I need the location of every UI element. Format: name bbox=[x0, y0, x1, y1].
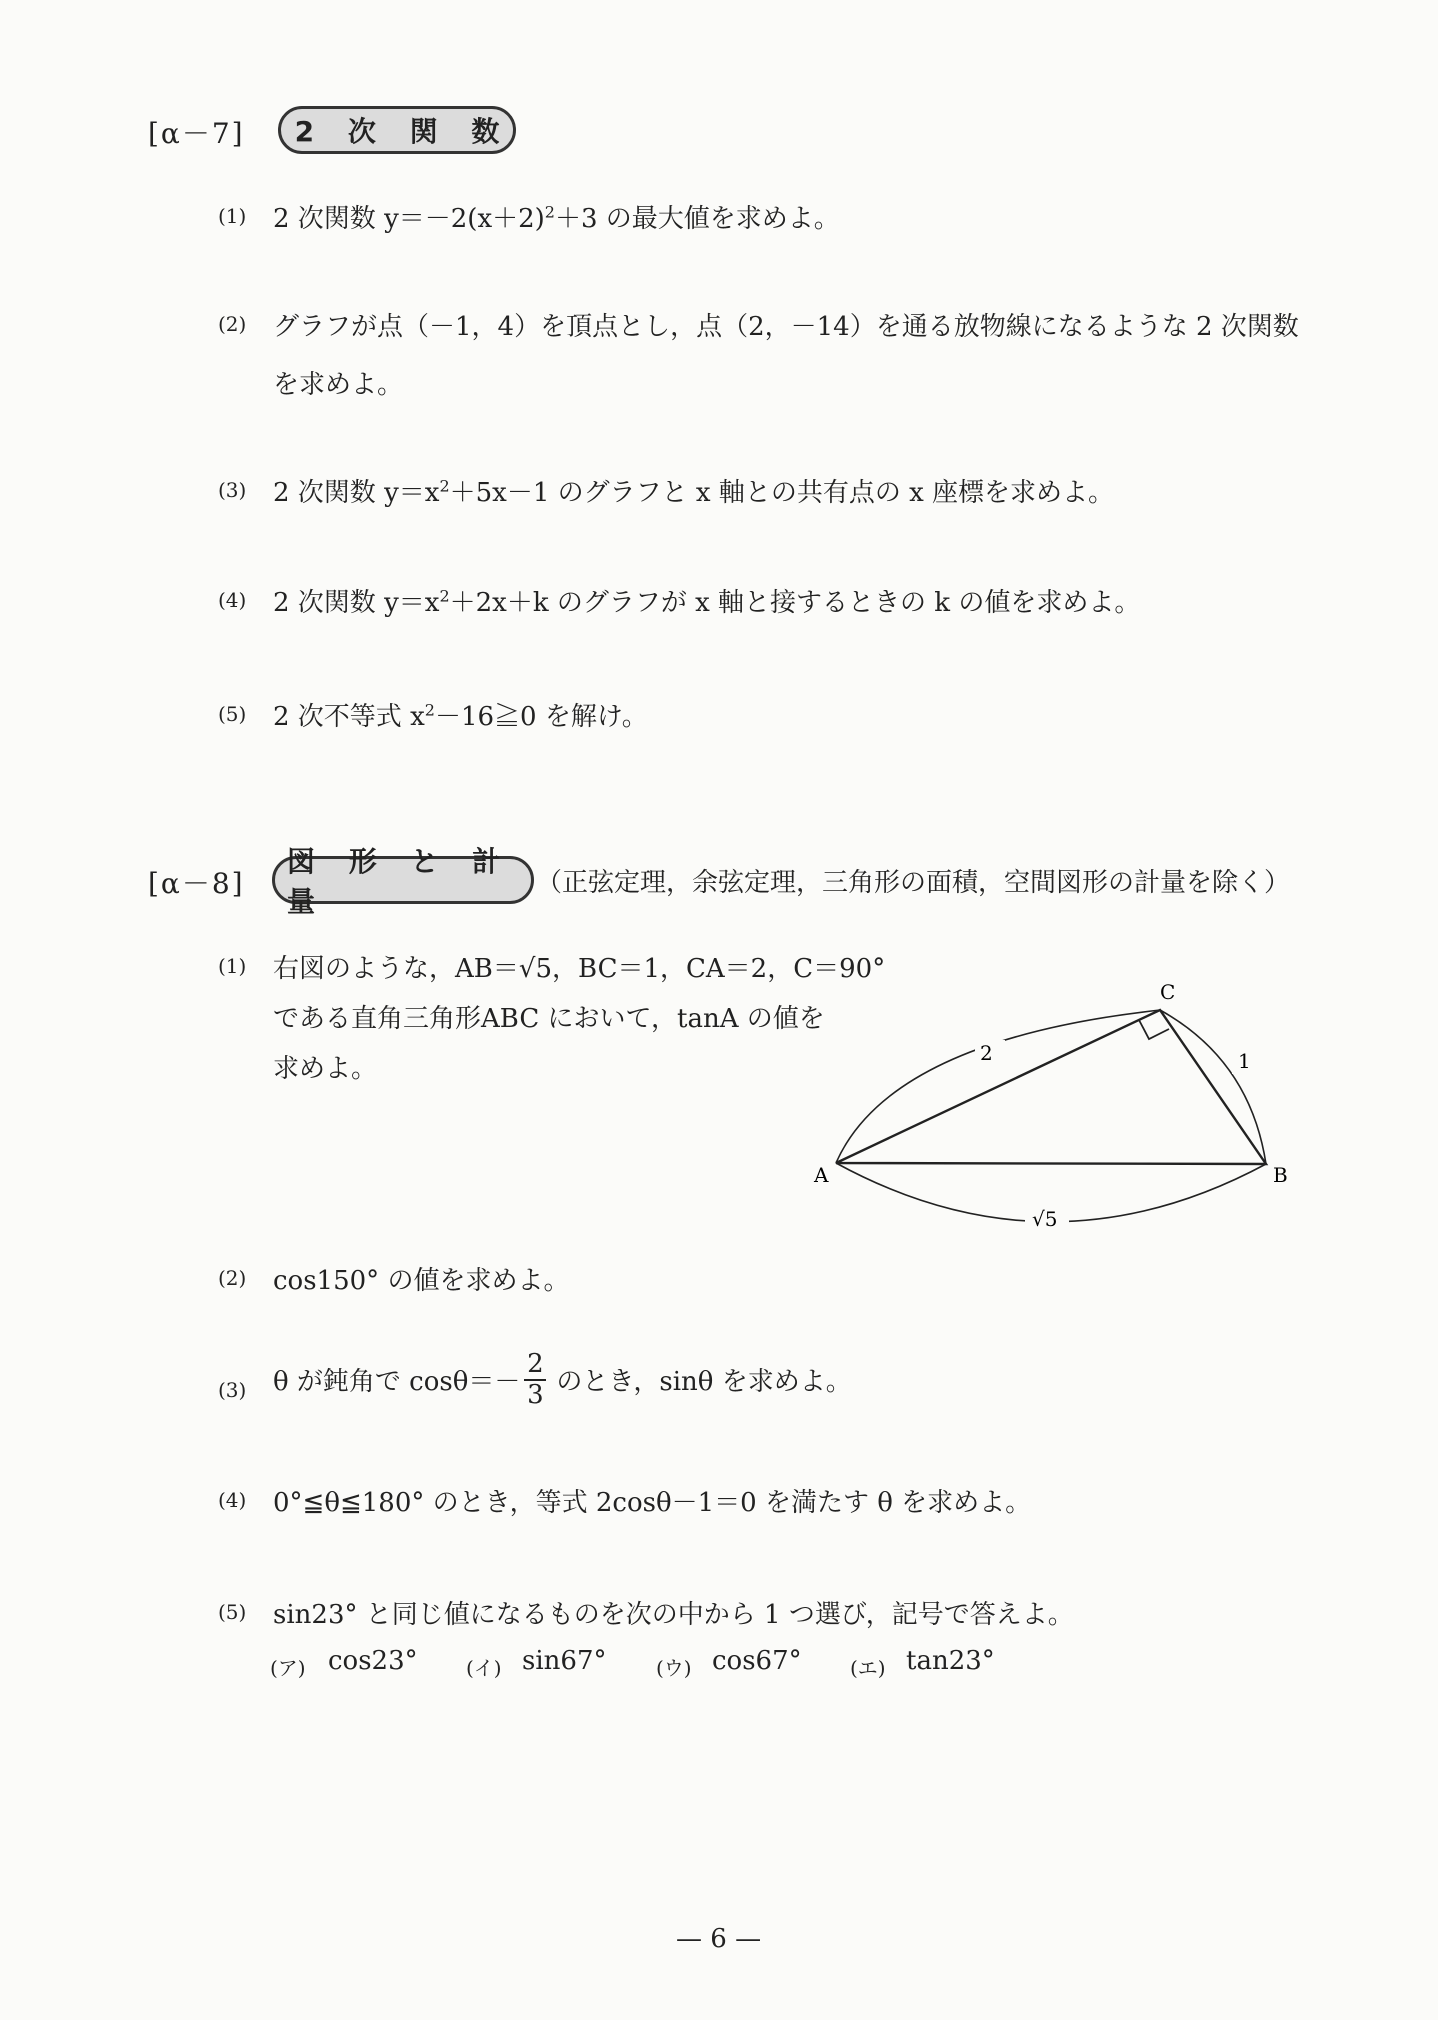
q7-1-number: (1) bbox=[218, 204, 247, 228]
choice-d-mark: (エ) bbox=[850, 1656, 886, 1680]
right-angle-mark bbox=[1139, 1020, 1169, 1039]
q7-1-text: 2 次関数 $y=-2(x+2)^2+3$ の最大値を求めよ。 bbox=[273, 202, 840, 234]
q8-1-line2: である直角三角形ABC において，tanA の値を bbox=[273, 1004, 825, 1034]
section-7-label: [α－7] bbox=[148, 117, 245, 150]
q7-5-number: (5) bbox=[218, 702, 247, 726]
choice-d-text: tan23° bbox=[906, 1646, 995, 1676]
q8-4-text: 0°≦θ≦180° のとき，等式 2cosθ－1＝0 を満たす θ を求めよ。 bbox=[273, 1488, 1032, 1518]
side-bc-label: 1 bbox=[1238, 1049, 1251, 1073]
choice-a-text: cos23° bbox=[328, 1646, 418, 1676]
q8-2-text: cos150° の値を求めよ。 bbox=[273, 1266, 570, 1296]
q8-5-text: sin23° と同じ値になるものを次の中から 1 つ選び，記号で答えよ。 bbox=[273, 1600, 1074, 1630]
choice-a-mark: (ア) bbox=[270, 1656, 306, 1680]
q7-5-text: 2 次不等式 $x^2-16≧0$ を解け。 bbox=[273, 700, 648, 732]
section-8-label: [α－8] bbox=[148, 867, 245, 900]
q8-2-number: (2) bbox=[218, 1266, 247, 1290]
vertex-a-label: A bbox=[814, 1163, 829, 1187]
q7-4-number: (4) bbox=[218, 588, 247, 612]
q8-4-number: (4) bbox=[218, 1488, 247, 1512]
q7-4-text: 2 次関数 $y=x^2+2x+k$ のグラフが x 軸と接するときの k の値を求めよ。 bbox=[273, 586, 1141, 618]
vertex-b-label: B bbox=[1273, 1163, 1288, 1187]
q8-3-number: (3) bbox=[218, 1378, 247, 1402]
side-ab-label: √5 bbox=[1032, 1207, 1058, 1231]
q8-1-line1: 右図のような，AB＝√5，BC＝1，CA＝2，C＝90° bbox=[273, 954, 886, 984]
q8-1-line3: 求めよ。 bbox=[273, 1054, 378, 1084]
choice-b-text: sin67° bbox=[522, 1646, 607, 1676]
q7-2-number: (2) bbox=[218, 312, 247, 336]
section-8-note: （正弦定理，余弦定理，三角形の面積，空間図形の計量を除く） bbox=[536, 868, 1291, 898]
fraction: $\frac{2}{3}$ bbox=[524, 1350, 546, 1409]
choice-c-mark: (ウ) bbox=[656, 1656, 692, 1680]
section-7-title: 2 次 関 数 bbox=[278, 106, 516, 154]
q7-3-number: (3) bbox=[218, 478, 247, 502]
triangle-figure bbox=[780, 960, 1320, 1250]
q8-1-number: (1) bbox=[218, 954, 247, 978]
section-8-title: 図 形 と 計 量 bbox=[272, 856, 534, 904]
q7-3-text: 2 次関数 $y=x^2+5x-1$ のグラフと x 軸との共有点の x 座標を求めよ。 bbox=[273, 476, 1115, 508]
choice-c-text: cos67° bbox=[712, 1646, 802, 1676]
triangle-abc bbox=[836, 1010, 1266, 1164]
q8-5-number: (5) bbox=[218, 1600, 247, 1624]
page-number: — 6 — bbox=[676, 1924, 762, 1954]
side-ca-label: 2 bbox=[980, 1041, 993, 1065]
q8-3-text: θ が鈍角で cosθ＝－ $\frac{2}{3}$ のとき，sinθ を求めよ。 bbox=[273, 1349, 852, 1410]
choice-b-mark: (イ) bbox=[466, 1656, 502, 1680]
q7-2-line1: グラフが点（－1，4）を頂点とし，点（2，－14）を通る放物線になるような 2 次関数 bbox=[273, 312, 1299, 342]
q7-2-line2: を求めよ。 bbox=[273, 370, 404, 400]
vertex-c-label: C bbox=[1160, 980, 1176, 1004]
